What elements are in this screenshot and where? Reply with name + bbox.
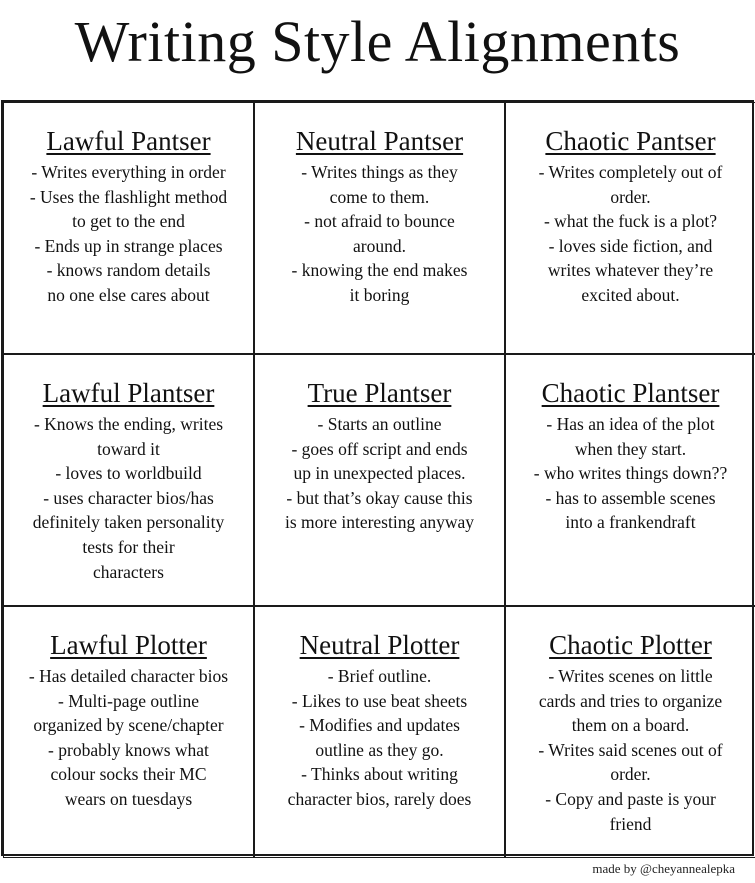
- description-line: - loves to worldbuild: [55, 463, 202, 484]
- description-line: - Writes completely out of: [538, 162, 723, 182]
- description-line: definitely taken personality: [32, 512, 225, 533]
- cell-description: [261, 160, 498, 308]
- description-line: - Thinks about writing: [301, 764, 458, 785]
- cell-heading: Chaotic Plantser: [541, 378, 720, 408]
- description-line: - Multi-page outline: [58, 690, 199, 711]
- cell-description: [512, 664, 749, 836]
- cell-heading: Lawful Plotter: [50, 630, 207, 660]
- description-line: - Writes everything in order: [31, 162, 226, 182]
- cell-heading: Lawful Plantser: [42, 378, 215, 408]
- description-line: - Copy and paste is your: [545, 788, 716, 809]
- description-line: - Modifies and updates: [299, 715, 460, 736]
- description-line: friend: [609, 813, 652, 834]
- cell-description: [10, 664, 247, 812]
- description-line: outline as they go.: [315, 739, 444, 760]
- description-line: excited about.: [581, 284, 680, 305]
- description-line: - who writes things down??: [533, 463, 728, 484]
- description-line: - Has detailed character bios: [28, 666, 229, 686]
- description-line: - goes off script and ends: [291, 438, 468, 459]
- description-line: them on a board.: [571, 715, 690, 736]
- description-line: tests for their: [82, 536, 175, 557]
- description-line: - but that’s okay cause this: [286, 487, 473, 508]
- description-line: - not afraid to bounce: [304, 211, 455, 232]
- description-line: - Writes things as they: [301, 162, 458, 182]
- description-line: writes whatever they’re: [547, 260, 714, 281]
- cell-description: [10, 412, 247, 584]
- cell-chaotic-plotter: [505, 606, 755, 858]
- description-line: - Ends up in strange places: [34, 235, 223, 256]
- cell-description: [261, 412, 498, 535]
- description-line: cards and tries to organize: [538, 690, 723, 711]
- cell-heading: Chaotic Pantser: [545, 126, 716, 156]
- description-line: - Likes to use beat sheets: [291, 690, 468, 711]
- description-line: up in unexpected places.: [293, 463, 466, 484]
- cell-heading: True Plantser: [307, 378, 452, 408]
- page-title: Writing Style Alignments: [74, 9, 681, 74]
- description-line: come to them.: [329, 186, 430, 207]
- description-line: when they start.: [574, 438, 687, 459]
- alignment-grid: [1, 100, 754, 856]
- description-line: - Knows the ending, writes: [33, 414, 224, 434]
- description-line: no one else cares about: [47, 284, 210, 305]
- description-line: order.: [610, 186, 651, 207]
- cell-lawful-plotter: [3, 606, 254, 858]
- description-line: - loves side fiction, and: [548, 235, 713, 256]
- description-line: it boring: [349, 284, 410, 305]
- cell-lawful-plantser: [3, 354, 254, 606]
- cell-description: [512, 412, 749, 535]
- description-line: - what the fuck is a plot?: [543, 211, 717, 232]
- cell-heading: Lawful Pantser: [46, 126, 211, 156]
- cell-true-plantser: [254, 354, 505, 606]
- cell-description: [512, 160, 749, 308]
- cell-lawful-pantser: [3, 102, 254, 354]
- description-line: - Uses the flashlight method: [29, 186, 228, 207]
- cell-heading: Neutral Pantser: [295, 126, 464, 156]
- description-line: - Has an idea of the plot: [546, 414, 715, 434]
- description-line: to get to the end: [72, 211, 185, 232]
- author-credit: made by @cheyannealepka: [592, 861, 735, 876]
- description-line: into a frankendraft: [565, 512, 696, 533]
- description-line: - Writes scenes on little: [548, 666, 713, 686]
- cell-description: [261, 664, 498, 812]
- cell-heading: Chaotic Plotter: [549, 630, 712, 660]
- description-line: - Writes said scenes out of: [538, 739, 723, 760]
- description-line: character bios, rarely does: [287, 788, 472, 809]
- cell-chaotic-pantser: [505, 102, 755, 354]
- description-line: colour socks their MC: [50, 764, 207, 785]
- cell-heading: Neutral Plotter: [299, 630, 460, 660]
- description-line: - uses character bios/has: [43, 487, 214, 508]
- description-line: order.: [610, 764, 651, 785]
- description-line: - has to assemble scenes: [545, 487, 716, 508]
- cell-chaotic-plantser: [505, 354, 755, 606]
- description-line: - knows random details: [46, 260, 211, 281]
- description-line: organized by scene/chapter: [33, 715, 224, 736]
- cell-neutral-plotter: [254, 606, 505, 858]
- description-line: is more interesting anyway: [284, 512, 475, 533]
- description-line: - probably knows what: [48, 739, 209, 760]
- description-line: around.: [353, 235, 406, 256]
- description-line: - Brief outline.: [327, 666, 432, 686]
- description-line: toward it: [97, 438, 160, 459]
- cell-description: [10, 160, 247, 308]
- cell-neutral-pantser: [254, 102, 505, 354]
- description-line: wears on tuesdays: [64, 788, 193, 809]
- description-line: - Starts an outline: [317, 414, 442, 434]
- description-line: characters: [93, 561, 164, 582]
- description-line: - knowing the end makes: [291, 260, 468, 281]
